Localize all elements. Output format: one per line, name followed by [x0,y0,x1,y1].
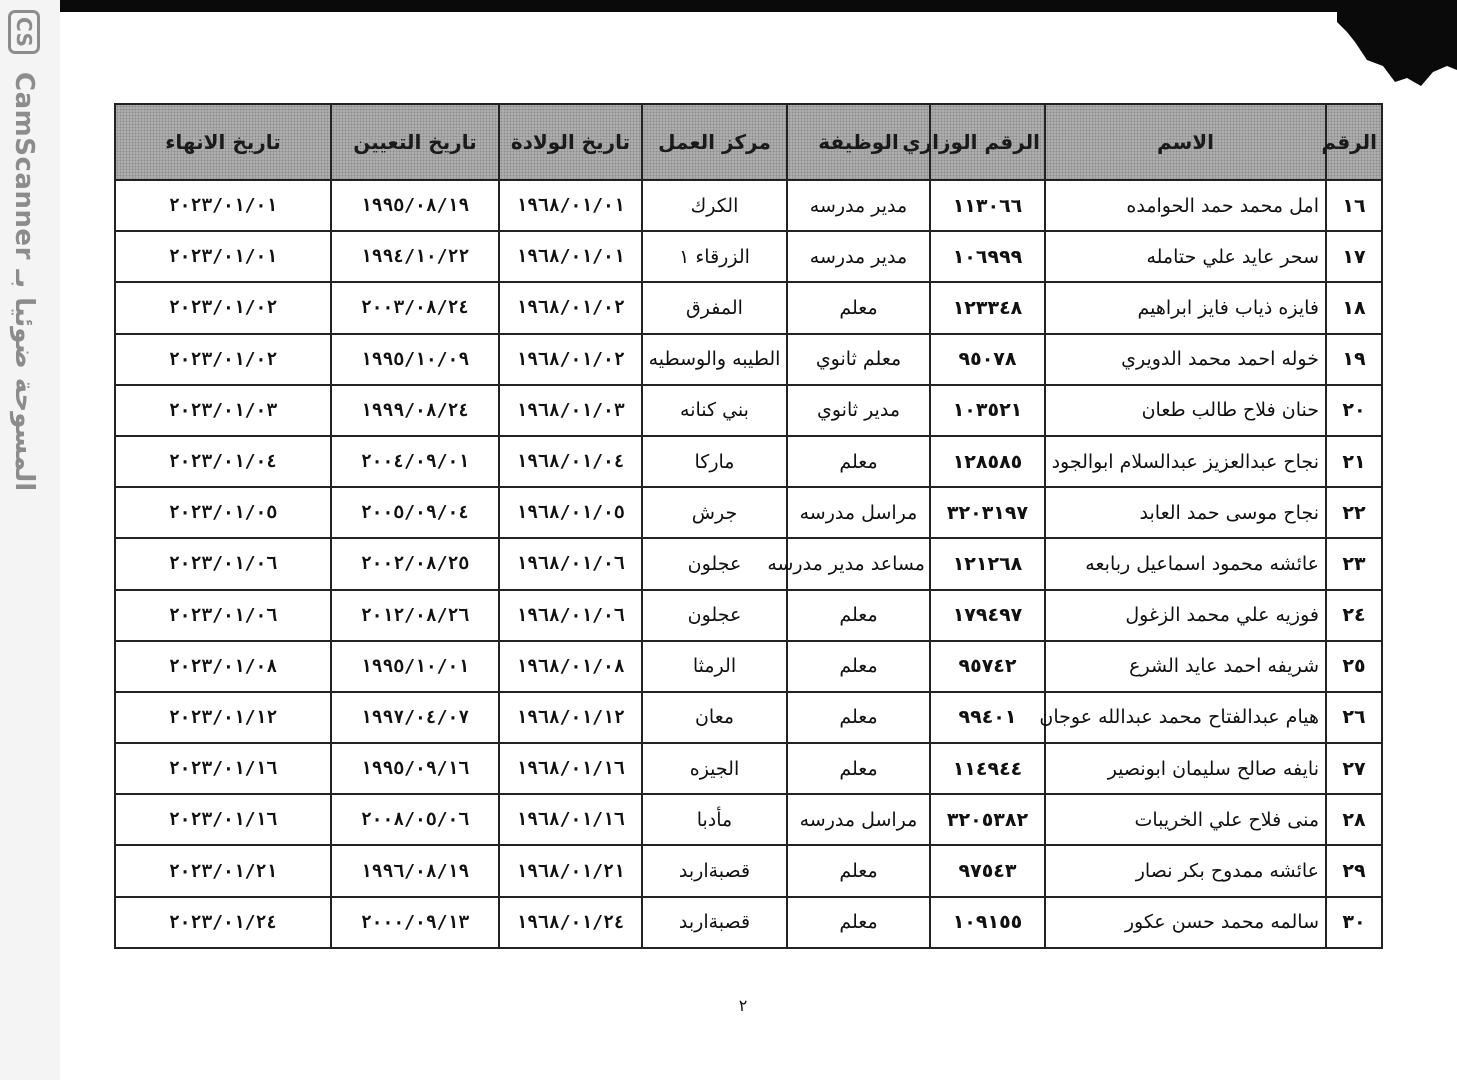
ministry-number-cell: ٩٥٠٧٨ [930,334,1045,385]
camscanner-watermark [8,10,40,491]
job-title-cell: معلم [787,590,930,641]
ministry-number-cell: ١١٤٩٤٤ [930,743,1045,794]
row-number-cell: ٢٣ [1326,538,1382,589]
scan-top-edge [60,0,1457,12]
employee-name-cell: نجاح عبدالعزيز عبدالسلام ابوالجود [1045,436,1326,487]
job-title-cell: معلم [787,692,930,743]
table-row [115,385,1382,436]
workplace-cell: الجيزه [642,743,787,794]
appointment-date-cell: ١٩٩٧/٠٤/٠٧ [331,692,499,743]
table-row [115,692,1382,743]
end-date-cell: ٢٠٢٣/٠١/٠٢ [115,282,331,333]
birth-date-cell: ١٩٦٨/٠١/٠٣ [499,385,642,436]
end-date-cell: ٢٠٢٣/٠١/٠٤ [115,436,331,487]
employee-name-cell: عائشه محمود اسماعيل ربابعه [1045,538,1326,589]
watermark-text: CamScanner المسوحة ضوئيا بـ [9,72,39,492]
employee-name-cell: حنان فلاح طالب طعان [1045,385,1326,436]
header-job: الوظيفة [787,104,930,180]
table-row [115,538,1382,589]
appointment-date-cell: ١٩٩٥/١٠/٠١ [331,641,499,692]
table-row [115,794,1382,845]
employee-name-cell: هيام عبدالفتاح محمد عبدالله عوجان [1045,692,1326,743]
header-name: الاسم [1045,104,1326,180]
job-title-cell: مدير مدرسه [787,231,930,282]
appointment-date-cell: ٢٠٠٤/٠٩/٠١ [331,436,499,487]
row-number-cell: ٢٢ [1326,487,1382,538]
retirement-table [114,103,1383,949]
ministry-number-cell: ١٢٨٥٨٥ [930,436,1045,487]
table-row [115,845,1382,896]
row-number-cell: ٢٥ [1326,641,1382,692]
workplace-cell: الرمثا [642,641,787,692]
table-row [115,590,1382,641]
end-date-cell: ٢٠٢٣/٠١/٠١ [115,231,331,282]
end-date-cell: ٢٠٢٣/٠١/١٢ [115,692,331,743]
row-number-cell: ٢٩ [1326,845,1382,896]
ministry-number-cell: ٣٢٠٣١٩٧ [930,487,1045,538]
employee-name-cell: فوزيه علي محمد الزغول [1045,590,1326,641]
table-row [115,897,1382,948]
employee-name-cell: عائشه ممدوح بكر نصار [1045,845,1326,896]
row-number-cell: ١٧ [1326,231,1382,282]
employee-name-cell: خوله احمد محمد الدويري [1045,334,1326,385]
workplace-cell: الكرك [642,180,787,231]
end-date-cell: ٢٠٢٣/٠١/١٦ [115,794,331,845]
ministry-number-cell: ١٠٣٥٢١ [930,385,1045,436]
ministry-number-cell: ١٠٦٩٩٩ [930,231,1045,282]
job-title-cell: معلم [787,743,930,794]
birth-date-cell: ١٩٦٨/٠١/١٦ [499,794,642,845]
ministry-number-cell: ٩٩٤٠١ [930,692,1045,743]
table-row [115,487,1382,538]
workplace-cell: الزرقاء ١ [642,231,787,282]
employee-name-cell: امل محمد حمد الحوامده [1045,180,1326,231]
birth-date-cell: ١٩٦٨/٠١/٠١ [499,231,642,282]
job-title-cell: معلم [787,897,930,948]
table-row [115,282,1382,333]
table-row [115,436,1382,487]
row-number-cell: ١٨ [1326,282,1382,333]
employee-name-cell: شريفه احمد عايد الشرع [1045,641,1326,692]
workplace-cell: جرش [642,487,787,538]
header-num: الرقم [1326,104,1382,180]
ministry-number-cell: ١٧٩٤٩٧ [930,590,1045,641]
appointment-date-cell: ١٩٩٥/٠٨/١٩ [331,180,499,231]
end-date-cell: ٢٠٢٣/٠١/٠٦ [115,538,331,589]
appointment-date-cell: ٢٠٠٠/٠٩/١٣ [331,897,499,948]
employee-name-cell: سالمه محمد حسن عكور [1045,897,1326,948]
birth-date-cell: ١٩٦٨/٠١/٠٢ [499,282,642,333]
row-number-cell: ٢٦ [1326,692,1382,743]
ministry-number-cell: ١٢٣٣٤٨ [930,282,1045,333]
employee-name-cell: نجاح موسى حمد العابد [1045,487,1326,538]
end-date-cell: ٢٠٢٣/٠١/٠٣ [115,385,331,436]
table-header-row [115,104,1382,180]
job-title-cell: مراسل مدرسه [787,487,930,538]
end-date-cell: ٢٠٢٣/٠١/٢٤ [115,897,331,948]
workplace-cell: بني كنانه [642,385,787,436]
birth-date-cell: ١٩٦٨/٠١/٠٢ [499,334,642,385]
employee-name-cell: سحر عايد علي حتامله [1045,231,1326,282]
end-date-cell: ٢٠٢٣/٠١/٠٨ [115,641,331,692]
page-number: ٢ [738,996,748,1015]
table-row [115,641,1382,692]
row-number-cell: ٢٧ [1326,743,1382,794]
table-row [115,334,1382,385]
row-number-cell: ٢١ [1326,436,1382,487]
job-title-cell: مدير ثانوي [787,385,930,436]
header-end-date: تاريخ الانهاء [115,104,331,180]
end-date-cell: ٢٠٢٣/٠١/٠١ [115,180,331,231]
appointment-date-cell: ١٩٩٦/٠٨/١٩ [331,845,499,896]
job-title-cell: معلم [787,436,930,487]
ministry-number-cell: ٣٢٠٥٣٨٢ [930,794,1045,845]
birth-date-cell: ١٩٦٨/٠١/١٦ [499,743,642,794]
row-number-cell: ١٦ [1326,180,1382,231]
workplace-cell: معان [642,692,787,743]
birth-date-cell: ١٩٦٨/٠١/١٢ [499,692,642,743]
appointment-date-cell: ٢٠١٢/٠٨/٢٦ [331,590,499,641]
workplace-cell: الطيبه والوسطيه [642,334,787,385]
job-title-cell: معلم [787,282,930,333]
row-number-cell: ٣٠ [1326,897,1382,948]
appointment-date-cell: ٢٠٠٢/٠٨/٢٥ [331,538,499,589]
appointment-date-cell: ١٩٩٥/٠٩/١٦ [331,743,499,794]
birth-date-cell: ١٩٦٨/٠١/٠٥ [499,487,642,538]
workplace-cell: عجلون [642,590,787,641]
ministry-number-cell: ٩٧٥٤٣ [930,845,1045,896]
camscanner-logo-icon: CS [8,10,40,54]
header-ministry-id: الرقم الوزاري [930,104,1045,180]
appointment-date-cell: ٢٠٠٨/٠٥/٠٦ [331,794,499,845]
row-number-cell: ١٩ [1326,334,1382,385]
row-number-cell: ٢٤ [1326,590,1382,641]
table-row [115,180,1382,231]
ministry-number-cell: ١٢١٢٦٨ [930,538,1045,589]
scanner-margin [0,0,60,1080]
birth-date-cell: ١٩٦٨/٠١/٠٦ [499,538,642,589]
torn-corner-shape [1337,0,1457,110]
birth-date-cell: ١٩٦٨/٠١/٠٦ [499,590,642,641]
ministry-number-cell: ١١٣٠٦٦ [930,180,1045,231]
appointment-date-cell: ١٩٩٥/١٠/٠٩ [331,334,499,385]
ministry-number-cell: ٩٥٧٤٢ [930,641,1045,692]
row-number-cell: ٢٠ [1326,385,1382,436]
end-date-cell: ٢٠٢٣/٠١/٢١ [115,845,331,896]
table-body [115,180,1382,948]
workplace-cell: ماركا [642,436,787,487]
job-title-cell: مدير مدرسه [787,180,930,231]
birth-date-cell: ١٩٦٨/٠١/٠٨ [499,641,642,692]
header-workplace: مركز العمل [642,104,787,180]
ministry-number-cell: ١٠٩١٥٥ [930,897,1045,948]
employee-name-cell: فايزه ذياب فايز ابراهيم [1045,282,1326,333]
end-date-cell: ٢٠٢٣/٠١/٠٦ [115,590,331,641]
birth-date-cell: ١٩٦٨/٠١/٢١ [499,845,642,896]
header-birth-date: تاريخ الولادة [499,104,642,180]
table-row [115,743,1382,794]
job-title-cell: معلم ثانوي [787,334,930,385]
appointment-date-cell: ١٩٩٩/٠٨/٢٤ [331,385,499,436]
birth-date-cell: ١٩٦٨/٠١/٠٤ [499,436,642,487]
workplace-cell: قصبةاربد [642,897,787,948]
birth-date-cell: ١٩٦٨/٠١/٠١ [499,180,642,231]
workplace-cell: مأدبا [642,794,787,845]
job-title-cell: معلم [787,845,930,896]
workplace-cell: عجلون [642,538,787,589]
header-appointment-date: تاريخ التعيين [331,104,499,180]
appointment-date-cell: ٢٠٠٣/٠٨/٢٤ [331,282,499,333]
appointment-date-cell: ٢٠٠٥/٠٩/٠٤ [331,487,499,538]
job-title-cell: مراسل مدرسه [787,794,930,845]
end-date-cell: ٢٠٢٣/٠١/٠٥ [115,487,331,538]
table-row [115,231,1382,282]
workplace-cell: المفرق [642,282,787,333]
workplace-cell: قصبةاربد [642,845,787,896]
end-date-cell: ٢٠٢٣/٠١/٠٢ [115,334,331,385]
job-title-cell: معلم [787,641,930,692]
birth-date-cell: ١٩٦٨/٠١/٢٤ [499,897,642,948]
row-number-cell: ٢٨ [1326,794,1382,845]
job-title-cell: مساعد مدير مدرسه [787,538,930,589]
employee-name-cell: منى فلاح علي الخريبات [1045,794,1326,845]
appointment-date-cell: ١٩٩٤/١٠/٢٢ [331,231,499,282]
end-date-cell: ٢٠٢٣/٠١/١٦ [115,743,331,794]
employee-name-cell: نايفه صالح سليمان ابونصير [1045,743,1326,794]
